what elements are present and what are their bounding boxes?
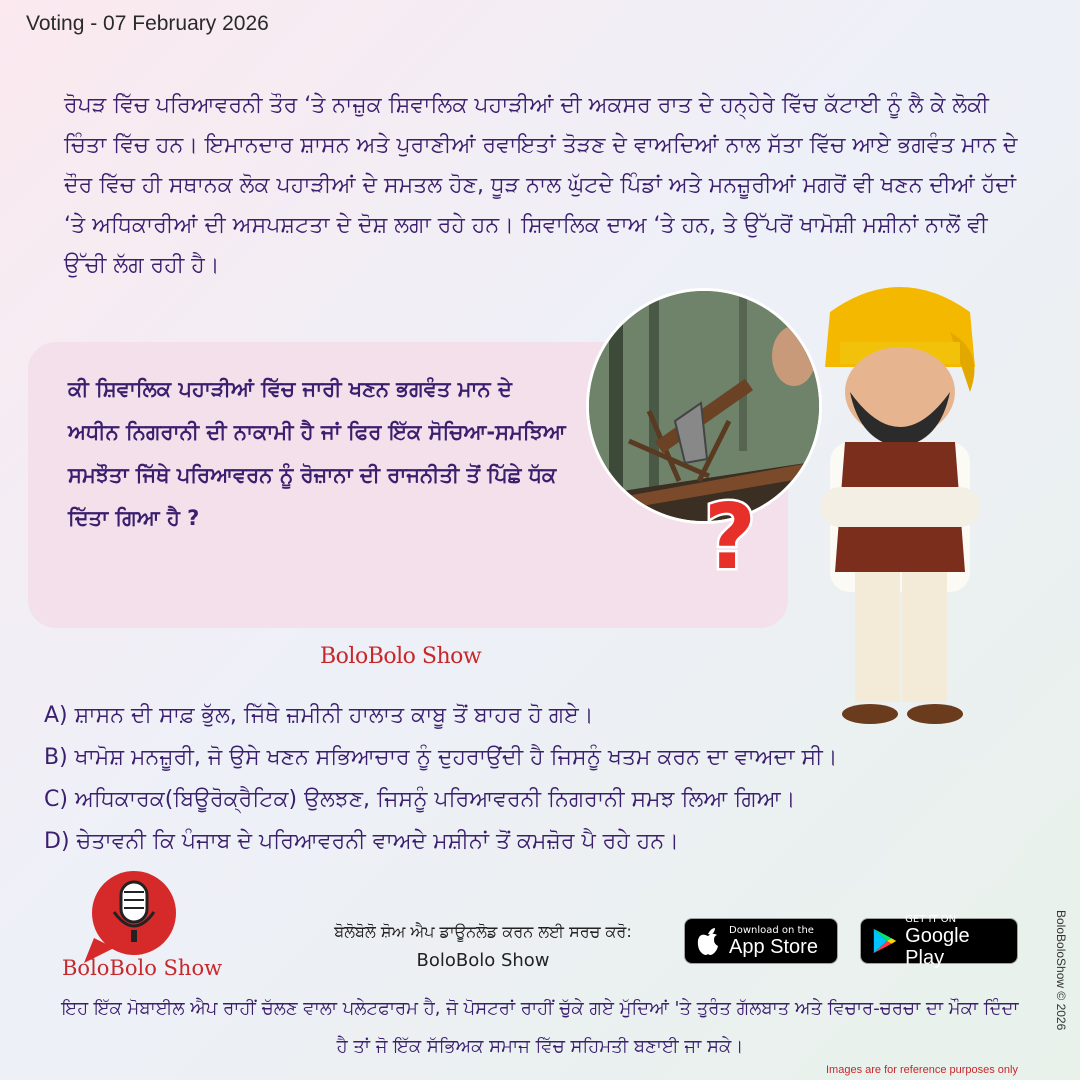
reference-note: Images are for reference purposes only [826,1064,1018,1076]
axe-illustration [589,291,819,521]
question-mark-icon [690,490,770,580]
option-b[interactable]: B) ਖਾਮੋਸ਼ ਮਨਜ਼ੂਰੀ, ਜੋ ਉਸੇ ਖਣਨ ਸਭਿਆਚਾਰ ਨੂੰ ਦੁਹਰਾਉਂਦੀ ਹੈ ਜਿਸਨੂੰ ਖਤਮ ਕਰਨ ਦਾ ਵਾਅਦਾ ਸੀ। [44,745,838,770]
copyright-text: BoloBoloShow © 2026 [1053,910,1068,1031]
date-label: Voting - 07 February 2026 [26,12,269,35]
axe-tree-photo [586,288,822,524]
google-play-icon [871,926,897,956]
footer-description: ਇਹ ਇੱਕ ਮੋਬਾਈਲ ਐਪ ਰਾਹੀਂ ਚੱਲਣ ਵਾਲਾ ਪਲੇਟਫਾਰਮ ਹੈ, ਜੋ ਪੋਸਟਰਾਂ ਰਾਹੀਂ ਚੁੱਕੇ ਗਏ ਮੁੱਦਿਆਂ 'ਤੇ ਤੁਰੰਤ ਗੱਲਬਾਤ ਅਤੇ ਵਿਚਾਰ-ਚਰਚਾ ਦਾ ਮੌਕਾ ਦਿੰਦਾ ਹੈ ਤਾਂ ਜੋ ਇੱਕ ਸੱਭਿਅਕ ਸਮਾਜ ਵਿੱਚ ਸਹਿਮਤੀ ਬਣਾਈ ਜਾ ਸਕੇ। [61,998,1019,1057]
svg-text:?: ? [703,490,757,580]
google-play-big-label: Google Play [905,924,970,969]
app-store-small-label: Download on the [729,924,814,936]
app-store-button[interactable] [684,918,838,964]
logo-text: BoloBolo Show [62,956,223,980]
app-store-big-label: App Store [729,935,818,958]
apple-icon [695,926,721,956]
option-a[interactable]: A) ਸ਼ਾਸਨ ਦੀ ਸਾਫ਼ ਭੁੱਲ, ਜਿੱਥੇ ਜ਼ਮੀਨੀ ਹਾਲਾਤ ਕਾਬੂ ਤੋਂ ਬਾਹਰ ਹੋ ਗਏ। [44,703,594,728]
google-play-small-label: GET IT ON [905,913,957,925]
option-c[interactable]: C) ਅਧਿਕਾਰਕ(ਬਿਊਰੋਕ੍ਰੈਟਿਕ) ਉਲਝਣ, ਜਿਸਨੂੰ ਪਰਿਆਵਰਨੀ ਨਿਗਰਾਨੀ ਸਮਝ ਲਿਆ ਗਿਆ। [44,787,796,812]
brand-watermark: BoloBolo Show [320,644,482,669]
options-list [44,695,1054,863]
app-name: BoloBolo Show [416,950,550,971]
question-text: ਕੀ ਸ਼ਿਵਾਲਿਕ ਪਹਾੜੀਆਂ ਵਿੱਚ ਜਾਰੀ ਖਣਨ ਭਗਵੰਤ ਮਾਨ ਦੇ ਅਧੀਨ ਨਿਗਰਾਨੀ ਦੀ ਨਾਕਾਮੀ ਹੈ ਜਾਂ ਫਿਰ ਇੱਕ ਸੋਚਿਆ-ਸਮਝਿਆ ਸਮਝੌਤਾ ਜਿੱਥੇ ਪਰਿਆਵਰਨ ਨੂੰ ਰੋਜ਼ਾਨਾ ਦੀ ਰਾਜਨੀਤੀ ਤੋਂ ਪਿੱਛੇ ਧੱਕ ਦਿੱਤਾ ਗਿਆ ਹੈ ? [68,377,566,530]
copyright-vertical [1050,910,1070,1060]
google-play-button[interactable] [860,913,1018,969]
search-instruction: ਬੋਲੋਬੋਲੋ ਸ਼ੋਅ ਐਪ ਡਾਊਨਲੋਡ ਕਰਨ ਲਈ ਸਰਚ ਕਰੋ: [334,922,632,941]
intro-paragraph: ਰੋਪੜ ਵਿੱਚ ਪਰਿਆਵਰਨੀ ਤੌਰ ‘ਤੇ ਨਾਜ਼ੁਕ ਸ਼ਿਵਾਲਿਕ ਪਹਾੜੀਆਂ ਦੀ ਅਕਸਰ ਰਾਤ ਦੇ ਹਨ੍ਹੇਰੇ ਵਿੱਚ ਕੱਟਾਈ ਨੂੰ ਲੈ ਕੇ ਲੋਕੀ ਚਿੰਤਾ ਵਿੱਚ ਹਨ। ਇਮਾਨਦਾਰ ਸ਼ਾਸਨ ਅਤੇ ਪੁਰਾਣੀਆਂ ਰਵਾਇਤਾਂ ਤੋੜਣ ਦੇ ਵਾਅਦਿਆਂ ਨਾਲ ਸੱਤਾ ਵਿੱਚ ਆਏ ਭਗਵੰਤ ਮਾਨ ਦੇ ਦੌਰ ਵਿੱਚ ਹੀ ਸਥਾਨਕ ਲੋਕ ਪਹਾੜੀਆਂ ਦੇ ਸਮਤਲ ਹੋਣ, ਧੂੜ ਨਾਲ ਘੁੱਟਦੇ ਪਿੰਡਾਂ ਅਤੇ ਮਨਜ਼ੂਰੀਆਂ ਮਗਰੋਂ ਵੀ ਖਣਨ ਦੀਆਂ ਹੱਦਾਂ ‘ਤੇ ਅਧਿਕਾਰੀਆਂ ਦੀ ਅਸਪਸ਼ਟਤਾ ਦੇ ਦੋਸ਼ ਲਗਾ ਰਹੇ ਹਨ। ਸ਼ਿਵਾਲਿਕ ਦਾਅ ‘ਤੇ ਹਨ, ਤੇ ਉੱਪਰੋਂ ਖਾਮੋਸ਼ੀ ਮਸ਼ੀਨਾਂ ਨਾਲੋਂ ਵੀ ਉੱਚੀ ਲੱਗ ਰਹੀ ਹੈ। [64,93,1018,278]
app-search-prompt [300,922,666,971]
caricature-figure [800,272,1000,740]
option-d[interactable]: D) ਚੇਤਾਵਨੀ ਕਿ ਪੰਜਾਬ ਦੇ ਪਰਿਆਵਰਨੀ ਵਾਅਦੇ ਮਸ਼ੀਨਾਂ ਤੋਂ ਕਮਜ਼ੋਰ ਪੈ ਰਹੇ ਹਨ। [44,829,679,854]
